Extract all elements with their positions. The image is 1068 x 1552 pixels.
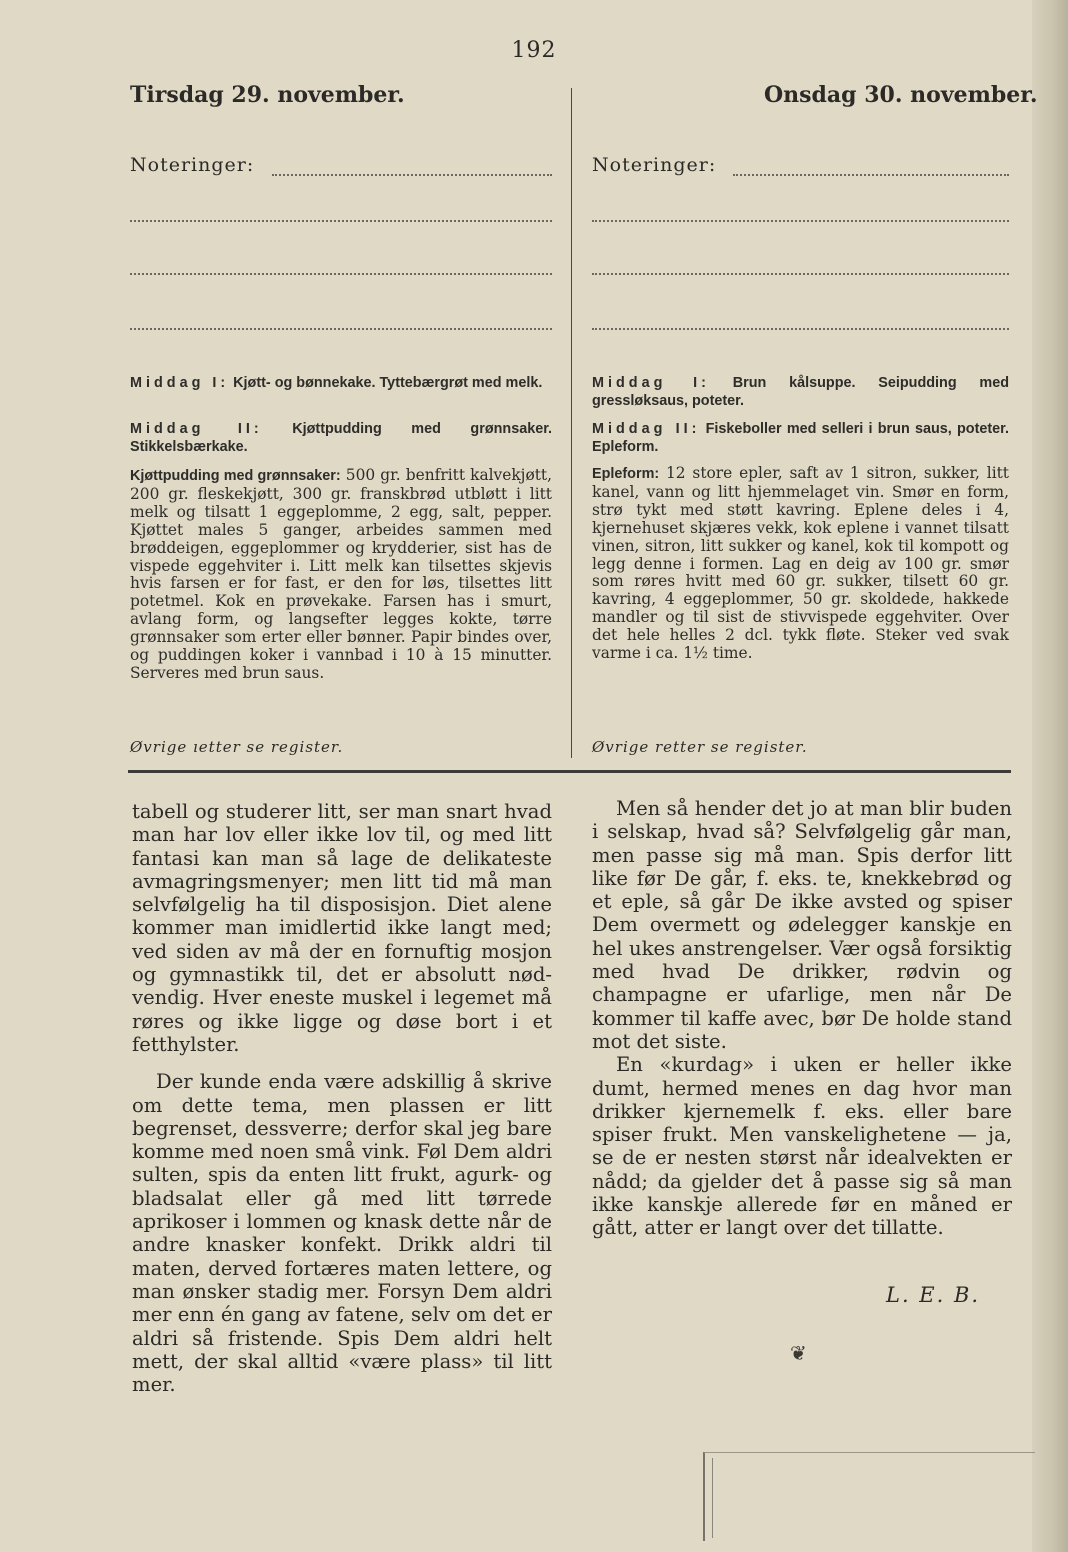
- middag-1-label: Middag I:: [130, 375, 230, 391]
- middag-1-text: Kjøtt- og bønnekake. Tyttebærgrøt med melk.: [233, 375, 543, 391]
- library-stamp-line: [712, 1458, 713, 1538]
- article-paragraph: Der kunde enda være adskillig å skrive om dette tema, men plassen er litt begrenset, dessverre; derfor skal jeg bare komme med noen små vink. Føl Dem aldri sulten, spis da enten litt frukt, agurk- og bladsalat eller gå med litt tørrede aprikoser i lommen og knask dette når de andre knasker konfekt. Drikk aldri til maten, derved fortæres maten lettere, og man ønsker stadig mer. Forsyn Dem aldri mer enn én gang av fatene, selv om det er aldri så fristende. Spis Dem aldri helt mett, der skal alltid «være plass» til litt mer.: [132, 1070, 552, 1397]
- recipe-body: 12 store epler, saft av 1 sitron, sukker, litt kanel, vann og litt hjemmelaget vin. Smør en form, strø tykt med støtt kavring. Eplene deles i 4, kjernehuset skjæres vekk, kok eplene i vannet tilsatt vinen, sitron, litt sukker og kanel, kok til kompott og legg denne i formen. Lag en deig av 100 gr. smør som røres hvitt med 60 gr. sukker, tilsett 60 gr. kavring, 4 eggeplommer, 50 gr. skoldede, hakkede mandler og til sist de stivvispede eggehviter. Over det hele helles 2 dcl. tykk fløte. Steker ved svak varme i ca. 1½ time.: [592, 464, 1009, 663]
- signature: L. E. B.: [886, 1283, 981, 1307]
- left-notes-label: Noteringer:: [130, 154, 255, 176]
- right-notes-line-1: [733, 174, 1009, 176]
- ornament-icon: ❦: [790, 1341, 807, 1365]
- left-middag-2: [130, 421, 552, 456]
- recipe-title: Epleform:: [592, 466, 660, 482]
- right-middag-2: [592, 421, 1009, 456]
- right-footnote: Øvrige retter se register.: [592, 738, 808, 756]
- horizontal-rule: [128, 770, 1011, 773]
- left-notes-line-1: [272, 174, 552, 176]
- article-paragraph: En «kurdag» i uken er heller ikke dumt, hermed menes en dag hvor man drikker kjernemelk f. eks. eller bare spiser frukt. Men vanskelighetene — ja, se de er nesten størst når idealvekten er nådd; da gjelder det å passe sig så man ikke kanskje allerede før en måned er gått, atter er langt over det tillatte.: [592, 1053, 1012, 1240]
- left-recipe: [130, 467, 552, 683]
- right-notes-line-2: [592, 220, 1009, 222]
- article-right-column: [592, 797, 1012, 1240]
- left-notes-line-2: [130, 220, 552, 222]
- column-divider: [571, 88, 572, 758]
- article-paragraph: tabell og studerer litt, ser man snart hvad man har lov eller ikke lov til, og med litt fantasi kan man så lage de delikateste avmagringsmenyer; men litt tid må man selvfølgelig ha til disposisjon. Diet alene kommer man imidlertid ikke langt med; ved siden av må der en fornuftig mosjon og gymnastikk til, det er absolutt nødvendig. Hver eneste muskel i legemet må røres og ikke ligge og døse bort i et fetthylster.: [132, 800, 552, 1056]
- left-middag-1: [130, 375, 552, 393]
- middag-2-text: Kjøttpudding med grønnsaker. Stikkelsbærkake.: [130, 421, 553, 455]
- right-notes-line-4: [592, 328, 1009, 330]
- right-day-title: Onsdag 30. november.: [764, 82, 1038, 108]
- recipe-body: 500 gr. benfritt kalvekjøtt, 200 gr. fleskekjøtt, 300 gr. franskbrød utbløtt i litt melk og tilsatt 1 eggeplomme, 2 egg, salt, pepper. Kjøttet males 5 ganger, arbeides sammen med brøddeigen, eggeplommer og krydderier, sist has de vispede eggehviter i. Litt melk kan tilsettes skjevis hvis farsen er for fast, er den for løs, tilsettes litt potetmel. Kok en prøvekake. Farsen has i smurt, avlang form, og langsefter legges kokte, tørre grønnsaker som erter eller bønner. Papir bindes over, og puddingen koker i vannbad i 10 à 15 minutter. Serveres med brun saus.: [130, 466, 552, 682]
- library-stamp-frame: [703, 1452, 1035, 1541]
- page-number: 192: [511, 38, 557, 63]
- left-footnote: Øvrige ıetter se register.: [130, 738, 344, 756]
- middag-2-text: Fiskeboller med selleri i brun saus, poteter. Epleform.: [592, 421, 1009, 455]
- book-spine-shadow: [1032, 0, 1068, 1552]
- middag-2-label: Middag II:: [592, 421, 701, 437]
- article-paragraph: Men så hender det jo at man blir buden i selskap, hvad så? Selvfølgelig går man, men passe sig må man. Spis derfor litt like før De går, f. eks. te, knekkebrød og et eple, så går De ikke avsted og spiser Dem overmett og ødelegger kanskje en hel ukes anstrengelser. Vær også forsiktig med hvad De drikker, rødvin og champagne er ufarlige, men når De kommer til kaffe avec, bør De holde stand mot det siste.: [592, 797, 1012, 1053]
- left-notes-line-3: [130, 273, 552, 275]
- recipe-title: Kjøttpudding med grønnsaker:: [130, 468, 341, 484]
- middag-2-label: Middag II:: [130, 421, 263, 437]
- right-notes-label: Noteringer:: [592, 154, 717, 176]
- left-day-title: Tirsdag 29. november.: [130, 82, 405, 108]
- right-recipe: [592, 465, 1009, 663]
- article-left-column: [132, 800, 552, 1396]
- middag-1-label: Middag I:: [592, 375, 710, 391]
- left-notes-line-4: [130, 328, 552, 330]
- right-middag-1: [592, 375, 1009, 410]
- middag-1-text: Brun kålsuppe. Seipudding med gressløksaus, poteter.: [592, 375, 1010, 409]
- right-notes-line-3: [592, 273, 1009, 275]
